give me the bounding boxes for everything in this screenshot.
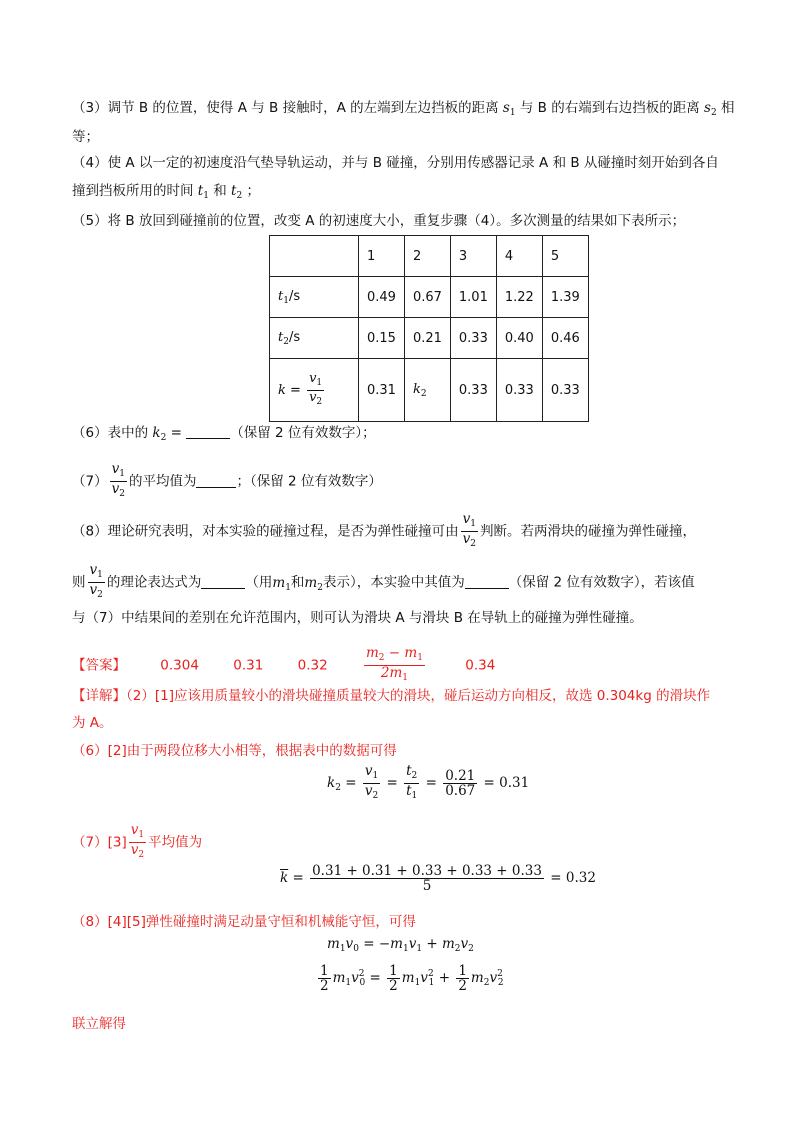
table-header-cell: 1 <box>359 236 405 277</box>
answer-3: 0.32 <box>297 657 328 674</box>
v1-v2-fraction: $\frac{v_1}{v_2}$ <box>130 822 145 860</box>
detail-line6: 联立解得 <box>72 1016 126 1032</box>
measurement-table <box>269 235 589 422</box>
row-label-k: k = $\frac{v_1}{v_2}$ <box>270 359 359 422</box>
q6-line: （6）表中的 $k_2$ = （保留 2 位有效数字）； <box>72 425 376 443</box>
row-label-t1: $t_1/s$ <box>270 277 359 318</box>
answer-4-fraction: $\frac{m_2 - m_1}{2m_1}$ <box>365 645 423 683</box>
t2-symbol: $t_2$ <box>226 183 243 201</box>
table-cell: 0.40 <box>496 318 542 359</box>
table-cell: 0.33 <box>450 318 496 359</box>
q7-line: （7） $\frac{v_1}{v_2}$ 的平均值为 ；（保留 2 位有效数字） <box>72 461 382 499</box>
table-cell: 0.33 <box>450 359 496 422</box>
step5-line: （5）将 B 放回到碰撞前的位置，改变 A 的初速度大小，重复步骤（4）。多次测量的结果如下表所示； <box>72 213 686 229</box>
v1-v2-fraction: $\frac{v_1}{v_2}$ <box>462 511 476 549</box>
table-cell: 0.33 <box>542 359 588 422</box>
q7-answer-blank <box>196 487 236 488</box>
table-cell: 0.33 <box>496 359 542 422</box>
answer-line <box>72 646 495 685</box>
step4-text-a: 撞到挡板所用的时间 <box>72 183 194 199</box>
detail-line3: （6）[2]由于两段位移大小相等，根据表中的数据可得 <box>72 743 397 759</box>
detail-line2: 为 A。 <box>72 715 113 731</box>
table-header-cell: 2 <box>404 236 450 277</box>
step3-text-b: 与 B 的右端到右边挡板的距离 <box>519 100 700 116</box>
v1-v2-fraction: $\frac{v_1}{v_2}$ <box>111 461 125 499</box>
table-cell: 0.31 <box>359 359 405 422</box>
step4-line2 <box>72 181 260 206</box>
table-cell-k2: $k_2$ <box>404 359 450 422</box>
s1-symbol: $s_1$ <box>498 100 516 118</box>
v1-v2-fraction: $\frac{v_1}{v_2}$ <box>89 562 103 600</box>
step3-line1 <box>72 98 735 123</box>
q8-line1: （8）理论研究表明，对本实验的碰撞过程，是否为弹性碰撞可由 $\frac{v_1}{v_2}$ 判断。若两滑块的碰撞为弹性碰撞， <box>72 511 696 549</box>
table-row <box>270 318 589 359</box>
table-corner-cell <box>270 236 359 277</box>
k2-symbol: $k_2$ = <box>148 425 187 443</box>
t1-symbol: $t_1$ <box>193 183 209 201</box>
step3-line2: 等； <box>72 129 99 145</box>
equation-momentum: $m_1v_0 = -m_1v_1 + m_2v_2$ <box>327 936 474 954</box>
detail-line5: （8）[4][5]弹性碰撞时满足动量守恒和机械能守恒，可得 <box>72 914 416 930</box>
table-header-cell: 4 <box>496 236 542 277</box>
answer-1: 0.304 <box>160 657 199 674</box>
table-cell: 0.46 <box>542 318 588 359</box>
answer-5: 0.34 <box>465 657 496 674</box>
table-row <box>270 277 589 318</box>
q8-value-blank <box>465 588 509 589</box>
q6-answer-blank <box>186 438 230 439</box>
table-cell: 0.21 <box>404 318 450 359</box>
table-cell: 0.15 <box>359 318 405 359</box>
q8-line3: 与（7）中结果间的差别在允许范围内，则可认为滑块 A 与滑块 B 在导轨上的碰撞为弹性碰撞。 <box>72 610 643 626</box>
table-header-row <box>270 236 589 277</box>
table-cell: 1.22 <box>496 277 542 318</box>
table-cell: 0.67 <box>404 277 450 318</box>
table-header-cell: 3 <box>450 236 496 277</box>
row-label-t2: $t_2/s$ <box>270 318 359 359</box>
q8-expression-blank <box>201 588 245 589</box>
m2-symbol: $m_2$ <box>304 574 323 593</box>
step4-text-c: ； <box>246 183 260 199</box>
detail-line4: （7）[3] $\frac{v_1}{v_2}$ 平均值为 <box>72 822 203 860</box>
table-row <box>270 359 589 422</box>
step3-text-c: 相 <box>721 100 735 116</box>
step4-text-b: 和 <box>213 183 227 199</box>
table-header-cell: 5 <box>542 236 588 277</box>
equation-average: $\overline{k}$ = $\frac{0.31 + 0.31 + 0.33 + 0.33 + 0.33}{5}$ = 0.32 <box>280 863 596 894</box>
equation-k2: $k_2$ = $\frac{v_1}{v_2}$ = $\frac{t_2}{t_1}$ = $\frac{0.21}{0.67}$ = 0.31 <box>327 763 530 801</box>
detail-line1: 【详解】（2）[1]应该用质量较小的滑块碰撞质量较大的滑块，碰后运动方向相反，故选 0.304kg 的滑块作 <box>72 688 711 704</box>
step4-line1: （4）使 A 以一定的初速度沿气垫导轨运动，并与 B 碰撞，分别用传感器记录 A 和 B 从碰撞时刻开始到各自 <box>72 155 719 171</box>
s2-symbol: $s_2$ <box>699 100 717 118</box>
answer-2: 0.31 <box>233 657 264 674</box>
table-cell: 0.49 <box>359 277 405 318</box>
m1-symbol: $m_1$ <box>272 574 291 593</box>
step3-text-a: （3）调节 B 的位置，使得 A 与 B 接触时，A 的左端到左边挡板的距离 <box>72 100 499 116</box>
table-cell: 1.39 <box>542 277 588 318</box>
table-cell: 1.01 <box>450 277 496 318</box>
q8-line2: 则 $\frac{v_1}{v_2}$ 的理论表达式为 （用$m_1$和$m_2$表示），本实验中其值为 （保留 2 位有效数字），若该值 <box>72 562 695 600</box>
detail-label: 【详解】 <box>72 688 126 704</box>
equation-energy: $\frac{1}{2}$ $m_1v^2_0$ = $\frac{1}{2}$ $m_1v^2_1$ + $\frac{1}{2}$ $m_2v^2_2$ <box>320 963 504 994</box>
answer-label: 【答案】 <box>72 657 126 674</box>
